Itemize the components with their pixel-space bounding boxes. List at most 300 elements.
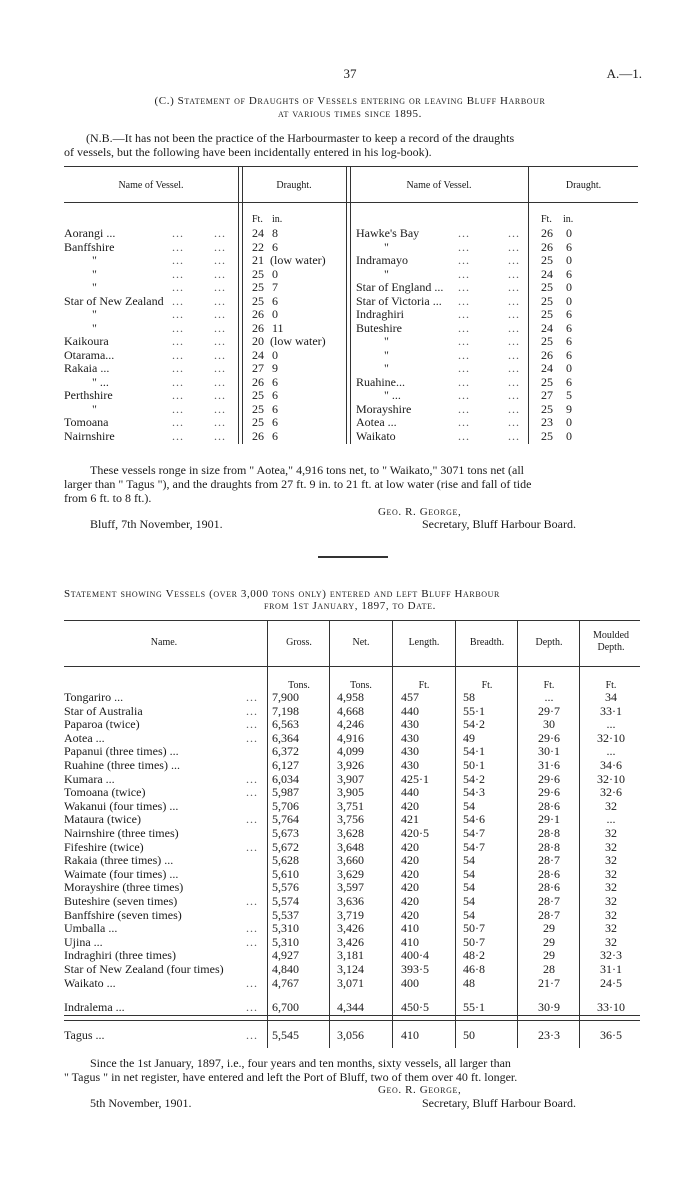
vessel-cell: 5,310 xyxy=(272,934,299,949)
vessel-cell: 29 xyxy=(543,921,555,936)
leader-dots: ... xyxy=(172,266,184,281)
vessel-cell: 430 xyxy=(401,717,419,732)
vessel-cell: 31·1 xyxy=(600,962,622,976)
vessel-cell: 7,900 xyxy=(272,690,299,704)
vessel-cell: 410 xyxy=(401,1028,419,1042)
leader-dots: ... xyxy=(172,280,184,294)
draught-ft: 21 xyxy=(252,253,264,267)
vessel-name: " xyxy=(92,307,97,321)
vessel-name: " xyxy=(92,280,97,294)
draught-in: 6 xyxy=(272,293,278,308)
vessels-signatory: Geo. R. George, xyxy=(378,1084,462,1096)
vessel-cell: 32·6 xyxy=(600,785,622,800)
draught-in: 6 xyxy=(566,347,572,362)
draught-in: 11 xyxy=(272,320,284,335)
vessel-row xyxy=(0,704,700,718)
vessel-cell: 54 xyxy=(463,853,475,868)
leader-dots: ... xyxy=(214,293,226,308)
draught-in: 6 xyxy=(566,266,572,281)
vessel-cell: 54·1 xyxy=(463,744,485,759)
draughts-header-name-left: Name of Vessel. xyxy=(118,180,184,191)
leader-dots: ... xyxy=(246,703,258,718)
leader-dots: ... xyxy=(246,730,258,745)
vessel-cell: 50·7 xyxy=(463,934,485,949)
vessel-name: Star of England ... xyxy=(356,280,444,294)
vessel-cell: 30 xyxy=(543,717,555,732)
leader-dots: ... xyxy=(214,253,226,267)
leader-dots: ... xyxy=(508,253,520,267)
vessel-cell: 457 xyxy=(401,690,419,704)
vessel-cell: 32 xyxy=(605,894,617,908)
leader-dots: ... xyxy=(172,415,184,429)
vessel-name: " xyxy=(92,401,97,416)
vessel-cell: 393·5 xyxy=(401,962,429,976)
leader-dots: ... xyxy=(246,785,258,800)
leader-dots: ... xyxy=(246,934,258,949)
vessel-cell: 4,767 xyxy=(272,975,299,990)
vessel-cell: 5,764 xyxy=(272,812,299,827)
vessel-name: Morayshire (three times) xyxy=(64,880,184,895)
vessel-cell: 420 xyxy=(401,839,419,854)
vessel-cell: 7,198 xyxy=(272,703,299,718)
vessel-row xyxy=(0,758,700,772)
draught-ft: 24 xyxy=(252,226,264,240)
vessel-cell: 3,636 xyxy=(337,894,364,908)
vessel-cell: 3,181 xyxy=(337,948,364,963)
leader-dots: ... xyxy=(508,361,520,375)
vessel-cell: 58 xyxy=(463,690,475,704)
draught-ft: 25 xyxy=(541,307,553,321)
vessel-name: Ujina ... xyxy=(64,934,103,949)
vessel-extra-row xyxy=(0,1028,700,1042)
leader-dots: ... xyxy=(214,266,226,281)
vessel-cell: 440 xyxy=(401,703,419,718)
leader-dots: ... xyxy=(458,280,470,294)
vessels-header: Net. xyxy=(352,637,370,648)
vessel-cell: 30·1 xyxy=(538,744,560,759)
vessel-cell: 430 xyxy=(401,744,419,759)
vessel-cell: 36·5 xyxy=(600,1028,622,1042)
vessel-name: Aorangi ... xyxy=(64,226,116,240)
vessel-name: " xyxy=(384,361,389,375)
vessel-cell: 32 xyxy=(605,921,617,936)
draught-note: (low water) xyxy=(270,253,326,267)
leader-dots: ... xyxy=(508,239,520,254)
vessel-cell: 32 xyxy=(605,798,617,813)
leader-dots: ... xyxy=(214,401,226,416)
vessel-name: Ruahine... xyxy=(356,374,405,389)
vessel-cell: 32 xyxy=(605,866,617,881)
vessel-cell: 420 xyxy=(401,798,419,813)
vessel-cell: 29·6 xyxy=(538,785,560,800)
vessel-name: Indraghiri (three times) xyxy=(64,948,176,963)
leader-dots: ... xyxy=(214,361,226,375)
draughts-note-line2: of vessels, but the following have been incidentally entered in his log-book). xyxy=(64,145,432,159)
vessel-name: Tongariro ... xyxy=(64,690,124,704)
draught-ft: 25 xyxy=(541,293,553,308)
leader-dots: ... xyxy=(246,690,258,704)
vessel-cell: 3,426 xyxy=(337,934,364,949)
draught-ft: 26 xyxy=(252,374,264,389)
leader-dots: ... xyxy=(172,239,184,254)
leader-dots: ... xyxy=(458,388,470,402)
vessel-name: Indralema ... xyxy=(64,1000,125,1014)
leader-dots: ... xyxy=(172,347,184,362)
vessel-cell: 3,926 xyxy=(337,758,364,772)
draught-row-right xyxy=(0,267,700,281)
leader-dots: ... xyxy=(508,428,520,443)
vessel-name: " xyxy=(384,266,389,281)
vessel-name: " ... xyxy=(92,374,109,389)
leader-dots: ... xyxy=(246,1000,258,1014)
vessel-cell: 54·2 xyxy=(463,771,485,786)
vessel-name: Waimate (four times) ... xyxy=(64,866,179,881)
leader-dots: ... xyxy=(246,839,258,854)
page-number: 37 xyxy=(343,66,357,81)
vessel-name: Nairnshire xyxy=(64,428,115,443)
leader-dots: ... xyxy=(214,347,226,362)
document-reference: A.—1. xyxy=(606,66,642,81)
draught-in: 0 xyxy=(272,266,278,281)
draught-row-right xyxy=(0,240,700,254)
vessel-cell: 3,907 xyxy=(337,771,364,786)
unit-in-left: in. xyxy=(272,214,283,225)
vessel-cell: 4,099 xyxy=(337,744,364,759)
draught-in: 0 xyxy=(566,253,572,267)
draughts-header-name-right: Name of Vessel. xyxy=(406,180,472,191)
vessel-cell: 21·7 xyxy=(538,975,560,990)
vessel-cell: 6,364 xyxy=(272,730,299,745)
draught-note: (low water) xyxy=(270,334,326,348)
draught-in: 0 xyxy=(566,415,572,429)
vessel-cell: 3,719 xyxy=(337,907,364,922)
vessel-cell: 420 xyxy=(401,866,419,881)
vessel-name: Buteshire (seven times) xyxy=(64,894,178,908)
leader-dots: ... xyxy=(458,428,470,443)
vessel-row xyxy=(0,731,700,745)
draught-ft: 25 xyxy=(541,401,553,416)
vessel-name: " xyxy=(92,253,97,267)
vessel-cell: 54·2 xyxy=(463,717,485,732)
draught-ft: 27 xyxy=(541,388,553,402)
leader-dots: ... xyxy=(246,921,258,936)
leader-dots: ... xyxy=(508,334,520,348)
vessel-row xyxy=(0,826,700,840)
draught-ft: 25 xyxy=(252,280,264,294)
leader-dots: ... xyxy=(246,894,258,908)
vessel-cell: 410 xyxy=(401,934,419,949)
draught-in: 6 xyxy=(272,415,278,429)
leader-dots: ... xyxy=(246,717,258,732)
vessels-footnote-line2: " Tagus " in net register, have entered and left the Port of Bluff, two of them over 40 ft. longer. xyxy=(64,1070,518,1084)
draught-in: 9 xyxy=(272,361,278,375)
vessel-cell: 50 xyxy=(463,1028,475,1042)
vessel-cell: 23·3 xyxy=(538,1028,560,1042)
vessel-cell: 5,310 xyxy=(272,921,299,936)
vessel-cell: 420·5 xyxy=(401,826,429,840)
leader-dots: ... xyxy=(508,320,520,335)
leader-dots: ... xyxy=(172,334,184,348)
draught-row-right xyxy=(0,348,700,362)
vessels-unit: Ft. xyxy=(543,680,555,691)
vessel-cell: 4,916 xyxy=(337,730,364,745)
leader-dots: ... xyxy=(458,266,470,281)
vessel-cell: 3,597 xyxy=(337,880,364,895)
draughts-footnote-line1: These vessels ronge in size from " Aotea," 4,916 tons net, to " Waikato," 3071 tons net (all xyxy=(90,463,524,477)
vessel-name: Waikato xyxy=(356,428,396,443)
vessel-name: " xyxy=(384,347,389,362)
vessel-row xyxy=(0,894,700,908)
vessel-cell: 28·7 xyxy=(538,907,560,922)
vessel-cell: 55·1 xyxy=(463,1000,485,1014)
vessel-row xyxy=(0,812,700,826)
draught-ft: 24 xyxy=(541,266,553,281)
vessel-name: Indramayo xyxy=(356,253,408,267)
vessel-row xyxy=(0,962,700,976)
draught-ft: 25 xyxy=(541,374,553,389)
unit-in-right: in. xyxy=(563,214,574,225)
vessel-cell: 50·1 xyxy=(463,758,485,772)
vessel-name: Nairnshire (three times) xyxy=(64,826,179,840)
vessel-cell: 49 xyxy=(463,730,475,745)
draught-ft: 27 xyxy=(252,361,264,375)
leader-dots: ... xyxy=(458,374,470,389)
vessel-cell: 54·6 xyxy=(463,812,485,827)
vessel-row xyxy=(0,799,700,813)
vessel-cell: 28·6 xyxy=(538,798,560,813)
vessel-cell: 6,034 xyxy=(272,771,299,786)
vessel-cell: 420 xyxy=(401,880,419,895)
draught-ft: 25 xyxy=(252,266,264,281)
vessels-footnote-line1: Since the 1st January, 1897, i.e., four years and ten months, sixty vessels, all larger than xyxy=(90,1056,511,1070)
vessel-name: Wakanui (four times) ... xyxy=(64,798,179,813)
vessel-cell: 5,545 xyxy=(272,1028,299,1042)
vessel-cell: 421 xyxy=(401,812,419,827)
draught-ft: 24 xyxy=(541,320,553,335)
draught-ft: 26 xyxy=(252,320,264,335)
leader-dots: ... xyxy=(458,239,470,254)
vessel-cell: 54 xyxy=(463,866,475,881)
leader-dots: ... xyxy=(246,1028,258,1042)
draught-in: 0 xyxy=(566,293,572,308)
draught-ft: 25 xyxy=(252,415,264,429)
vessel-name: " xyxy=(384,239,389,254)
vessel-cell: ... xyxy=(606,812,616,827)
vessel-name: Rakaia (three times) ... xyxy=(64,853,174,868)
vessel-name: Aotea ... xyxy=(64,730,105,745)
vessel-name: Indraghiri xyxy=(356,307,404,321)
vessel-name: Waikato ... xyxy=(64,975,116,990)
leader-dots: ... xyxy=(508,266,520,281)
draught-ft: 24 xyxy=(541,361,553,375)
leader-dots: ... xyxy=(214,374,226,389)
vessel-cell: 29·1 xyxy=(538,812,560,827)
vessels-header: Length. xyxy=(408,637,440,648)
vessel-name: Paparoa (twice) xyxy=(64,717,140,732)
vessel-name: Tagus ... xyxy=(64,1028,105,1042)
draught-row-right xyxy=(0,361,700,375)
draught-row-right xyxy=(0,253,700,267)
vessels-unit: Ft. xyxy=(481,680,493,691)
vessel-cell: 5,537 xyxy=(272,907,299,922)
vessels-unit: Ft. xyxy=(605,680,617,691)
draught-ft: 26 xyxy=(252,307,264,321)
vessel-cell: 32 xyxy=(605,839,617,854)
vessel-row xyxy=(0,772,700,786)
vessel-cell: 48 xyxy=(463,975,475,990)
draughts-footnote-line3: from 6 ft. to 8 ft.). xyxy=(64,491,152,505)
vessel-cell: ... xyxy=(606,744,616,759)
draught-row-right xyxy=(0,321,700,335)
vessel-cell: 54 xyxy=(463,798,475,813)
vessel-cell: 34 xyxy=(605,690,617,704)
draughts-footnote-line2: larger than " Tagus "), and the draughts from 27 ft. 9 in. to 21 ft. at low water (rise and fall of tide xyxy=(64,477,532,491)
vessel-name: Rakaia ... xyxy=(64,361,110,375)
vessel-name: Papanui (three times) ... xyxy=(64,744,179,759)
vessel-cell: 32 xyxy=(605,907,617,922)
vessel-cell: 425·1 xyxy=(401,771,429,786)
draught-ft: 25 xyxy=(252,293,264,308)
vessel-row xyxy=(0,717,700,731)
draught-ft: 25 xyxy=(252,401,264,416)
vessel-cell: 50·7 xyxy=(463,921,485,936)
leader-dots: ... xyxy=(214,280,226,294)
draught-row-right xyxy=(0,402,700,416)
vessel-cell: 450·5 xyxy=(401,1000,429,1014)
leader-dots: ... xyxy=(458,415,470,429)
vessel-cell: 5,628 xyxy=(272,853,299,868)
vessel-name: Mataura (twice) xyxy=(64,812,141,827)
vessel-cell: 32 xyxy=(605,934,617,949)
draught-in: 6 xyxy=(272,239,278,254)
leader-dots: ... xyxy=(508,388,520,402)
leader-dots: ... xyxy=(246,771,258,786)
vessels-header: Breadth. xyxy=(469,637,505,648)
vessel-cell: 54·7 xyxy=(463,826,485,840)
leader-dots: ... xyxy=(458,361,470,375)
vessel-row xyxy=(0,744,700,758)
draughts-title: (C.) Statement of Draughts of Vessels entering or leaving Bluff Harbour xyxy=(154,95,546,107)
vessel-name: " xyxy=(92,320,97,335)
vessel-cell: 3,056 xyxy=(337,1028,364,1042)
vessels-unit: Tons. xyxy=(350,680,372,691)
draught-in: 6 xyxy=(566,334,572,348)
draught-ft: 25 xyxy=(252,388,264,402)
draught-row-right xyxy=(0,307,700,321)
vessel-cell: 400 xyxy=(401,975,419,990)
vessels-signatory-title: Secretary, Bluff Harbour Board. xyxy=(422,1096,576,1110)
vessels-header: Depth. xyxy=(535,637,563,648)
vessel-cell: 5,673 xyxy=(272,826,299,840)
vessel-name: Hawke's Bay xyxy=(356,226,420,240)
vessel-name: Umballa ... xyxy=(64,921,118,936)
draught-in: 6 xyxy=(566,320,572,335)
vessel-cell: 5,610 xyxy=(272,866,299,881)
draught-in: 0 xyxy=(566,428,572,443)
draughts-header-draught-left: Draught. xyxy=(276,180,312,191)
draught-in: 7 xyxy=(272,280,278,294)
draught-ft: 25 xyxy=(541,280,553,294)
draught-in: 0 xyxy=(566,280,572,294)
leader-dots: ... xyxy=(458,253,470,267)
draughts-note-line1: (N.B.—It has not been the practice of the Harbourmaster to keep a record of the draughts xyxy=(86,131,515,145)
vessel-name: " xyxy=(384,334,389,348)
section-divider xyxy=(318,556,388,558)
draught-ft: 25 xyxy=(541,334,553,348)
draught-in: 6 xyxy=(566,374,572,389)
vessel-cell: 29·6 xyxy=(538,771,560,786)
vessel-cell: 3,648 xyxy=(337,839,364,854)
vessels-header: Moulded Depth. xyxy=(592,630,630,653)
vessel-name: Buteshire xyxy=(356,320,402,335)
leader-dots: ... xyxy=(172,253,184,267)
vessel-cell: 32·10 xyxy=(597,771,625,786)
vessel-row xyxy=(0,976,700,990)
vessel-cell: 33·1 xyxy=(600,703,622,718)
draught-in: 6 xyxy=(272,401,278,416)
leader-dots: ... xyxy=(458,293,470,308)
vessel-cell: 6,372 xyxy=(272,744,299,759)
vessel-row xyxy=(0,1000,700,1014)
draught-in: 9 xyxy=(566,401,572,416)
vessel-cell: 6,127 xyxy=(272,758,299,772)
draught-row-right xyxy=(0,226,700,240)
leader-dots: ... xyxy=(214,388,226,402)
vessel-cell: 28 xyxy=(543,962,555,976)
vessel-cell: 5,574 xyxy=(272,894,299,908)
draught-row-right xyxy=(0,375,700,389)
vessel-cell: 55·1 xyxy=(463,703,485,718)
vessel-cell: 3,124 xyxy=(337,962,364,976)
leader-dots: ... xyxy=(508,293,520,308)
draught-ft: 26 xyxy=(541,239,553,254)
vessel-cell: 4,246 xyxy=(337,717,364,732)
vessel-cell: 410 xyxy=(401,921,419,936)
leader-dots: ... xyxy=(458,401,470,416)
leader-dots: ... xyxy=(214,239,226,254)
vessel-cell: 5,576 xyxy=(272,880,299,895)
draught-ft: 26 xyxy=(541,347,553,362)
leader-dots: ... xyxy=(458,307,470,321)
draught-ft: 26 xyxy=(252,428,264,443)
draughts-header-draught-right: Draught. xyxy=(565,180,602,191)
vessel-cell: 4,668 xyxy=(337,703,364,718)
vessel-name: " ... xyxy=(384,388,401,402)
draught-ft: 20 xyxy=(252,334,264,348)
vessel-cell: 3,629 xyxy=(337,866,364,881)
vessel-name: Perthshire xyxy=(64,388,113,402)
vessel-cell: 29·7 xyxy=(538,703,560,718)
vessel-name: Banffshire xyxy=(64,239,115,254)
vessels-title: Statement showing Vessels (over 3,000 tons only) entered and left Bluff Harbour xyxy=(64,588,500,600)
vessel-row xyxy=(0,840,700,854)
vessel-cell: 34·6 xyxy=(600,758,622,772)
draught-in: 8 xyxy=(272,226,278,240)
draught-row-right xyxy=(0,429,700,443)
vessel-cell: 420 xyxy=(401,853,419,868)
vessel-name: Tomoana (twice) xyxy=(64,785,146,800)
leader-dots: ... xyxy=(508,280,520,294)
vessel-cell: 54 xyxy=(463,907,475,922)
leader-dots: ... xyxy=(172,374,184,389)
vessel-cell: ... xyxy=(544,690,554,704)
vessels-header: Name. xyxy=(150,637,178,648)
vessel-cell: 4,840 xyxy=(272,962,299,976)
leader-dots: ... xyxy=(214,320,226,335)
draught-in: 0 xyxy=(566,226,572,240)
vessel-cell: 3,905 xyxy=(337,785,364,800)
leader-dots: ... xyxy=(172,428,184,443)
